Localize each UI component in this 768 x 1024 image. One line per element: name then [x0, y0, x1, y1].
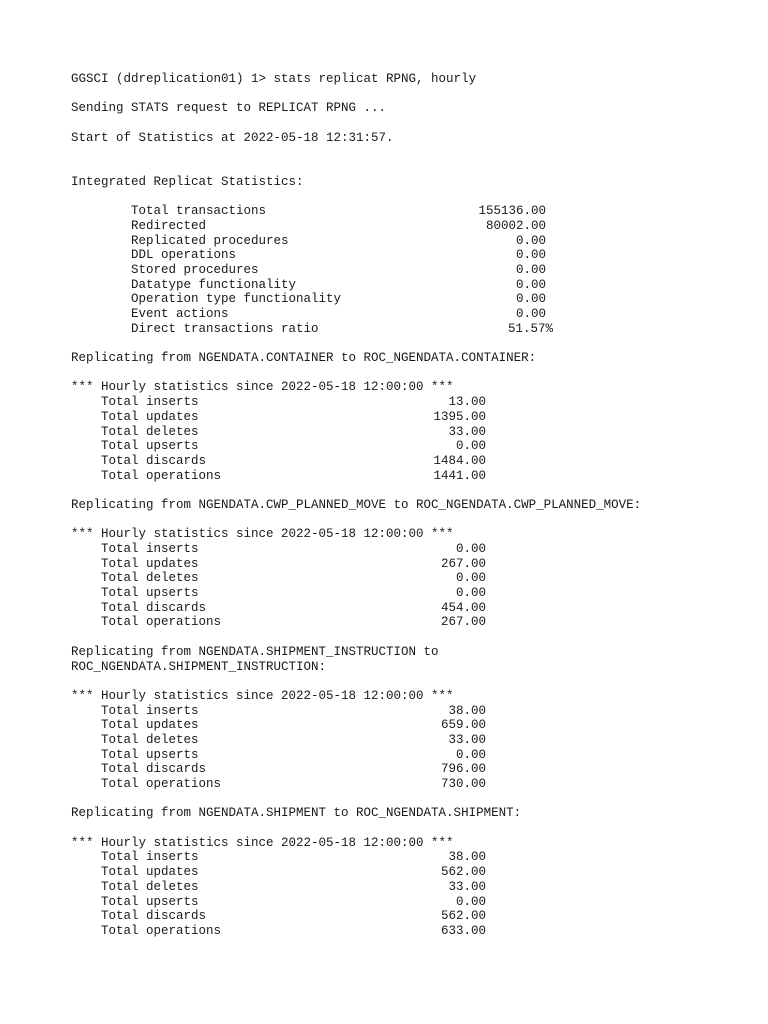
stat-row — [71, 425, 751, 440]
stat-label: Datatype functionality — [131, 277, 297, 292]
stat-row — [71, 469, 751, 484]
stat-value: 0.00 — [455, 571, 486, 586]
table-stats-block — [71, 645, 751, 807]
table-replication-header: Replicating from NGENDATA.CONTAINER to ROC_NGENDATA.CONTAINER: — [71, 351, 537, 366]
stat-value: 0.00 — [455, 439, 486, 454]
stat-value: 51.57% — [507, 321, 553, 336]
terminal-output — [71, 72, 751, 939]
stat-row — [71, 219, 751, 234]
stat-label: Total operations — [101, 923, 222, 938]
stat-label: Total upserts — [101, 894, 199, 909]
stat-row — [71, 248, 751, 263]
stat-row — [71, 748, 751, 763]
stat-value: 33.00 — [448, 879, 486, 894]
hourly-since-line: *** Hourly statistics since 2022-05-18 12:00:00 *** — [71, 835, 454, 850]
stat-label: Total deletes — [101, 571, 199, 586]
stat-value: 33.00 — [448, 732, 486, 747]
stat-row — [71, 395, 751, 410]
stat-value: 0.00 — [455, 542, 486, 557]
stat-row — [71, 704, 751, 719]
stat-value: 562.00 — [440, 865, 486, 880]
stat-value: 0.00 — [515, 262, 546, 277]
hourly-since-line: *** Hourly statistics since 2022-05-18 12:00:00 *** — [71, 527, 454, 542]
stat-row — [71, 410, 751, 425]
stat-value: 267.00 — [440, 615, 486, 630]
stat-row — [71, 718, 751, 733]
stat-row — [71, 322, 751, 337]
stat-label: Total updates — [101, 865, 199, 880]
stat-value: 155136.00 — [478, 204, 546, 219]
stat-label: Total operations — [101, 615, 222, 630]
stat-value: 38.00 — [448, 850, 486, 865]
sending-request-line: Sending STATS request to REPLICAT RPNG ... — [71, 101, 387, 116]
stat-row — [71, 601, 751, 616]
stat-row — [71, 307, 751, 322]
stat-label: Total discards — [101, 600, 207, 615]
stat-value: 0.00 — [515, 233, 546, 248]
stat-row — [71, 924, 751, 939]
stat-label: Total updates — [101, 718, 199, 733]
statistics-start-line: Start of Statistics at 2022-05-18 12:31:57. — [71, 130, 394, 145]
stat-row — [71, 777, 751, 792]
stat-value: 38.00 — [448, 703, 486, 718]
stat-value: 0.00 — [455, 894, 486, 909]
stat-label: Total deletes — [101, 879, 199, 894]
stat-value: 562.00 — [440, 909, 486, 924]
stat-label: Total discards — [101, 909, 207, 924]
integrated-stats-table — [71, 204, 751, 336]
stat-label: Redirected — [131, 218, 207, 233]
stat-row — [71, 895, 751, 910]
stat-label: Total inserts — [101, 850, 199, 865]
stat-label: Total deletes — [101, 732, 199, 747]
stat-row — [71, 586, 751, 601]
command-prompt-line: GGSCI (ddreplication01) 1> stats replicat RPNG, hourly — [71, 72, 477, 86]
stat-value: 0.00 — [515, 277, 546, 292]
stat-value: 0.00 — [515, 248, 546, 263]
stat-label: Total deletes — [101, 424, 199, 439]
stat-label: Total transactions — [131, 204, 267, 219]
stat-row — [71, 733, 751, 748]
stat-row — [71, 615, 751, 630]
stat-value: 1484.00 — [433, 453, 486, 468]
stat-label: Direct transactions ratio — [131, 321, 319, 336]
stat-label: Total discards — [101, 453, 207, 468]
stat-label: Total operations — [101, 777, 222, 792]
stat-value: 633.00 — [440, 923, 486, 938]
table-stats-block — [71, 806, 751, 938]
stat-row — [71, 880, 751, 895]
stat-row — [71, 762, 751, 777]
table-stats-block — [71, 498, 751, 645]
stat-value: 0.00 — [515, 307, 546, 322]
stat-row — [71, 571, 751, 586]
stat-label: Total upserts — [101, 586, 199, 601]
stat-value: 1395.00 — [433, 409, 486, 424]
stat-row — [71, 909, 751, 924]
stat-value: 267.00 — [440, 556, 486, 571]
stat-row — [71, 278, 751, 293]
table-replication-header: Replicating from NGENDATA.CWP_PLANNED_MOVE to ROC_NGENDATA.CWP_PLANNED_MOVE: — [71, 497, 642, 512]
stat-label: Total operations — [101, 468, 222, 483]
table-replication-header-cont: ROC_NGENDATA.SHIPMENT_INSTRUCTION: — [71, 659, 327, 674]
stat-row — [71, 439, 751, 454]
stat-row — [71, 292, 751, 307]
stat-value: 0.00 — [515, 292, 546, 307]
integrated-stats-header: Integrated Replicat Statistics: — [71, 174, 304, 189]
replication-tables — [71, 351, 751, 939]
stat-row — [71, 542, 751, 557]
stat-value: 80002.00 — [485, 218, 546, 233]
stat-label: Total updates — [101, 556, 199, 571]
stat-value: 454.00 — [440, 600, 486, 615]
stat-value: 0.00 — [455, 747, 486, 762]
stat-value: 33.00 — [448, 424, 486, 439]
hourly-since-line: *** Hourly statistics since 2022-05-18 12:00:00 *** — [71, 688, 454, 703]
stat-value: 796.00 — [440, 762, 486, 777]
stat-value: 13.00 — [448, 395, 486, 410]
table-replication-header: Replicating from NGENDATA.SHIPMENT to ROC_NGENDATA.SHIPMENT: — [71, 806, 522, 821]
stat-row — [71, 557, 751, 572]
stat-value: 659.00 — [440, 718, 486, 733]
stat-value: 0.00 — [455, 586, 486, 601]
stat-label: Stored procedures — [131, 262, 259, 277]
stat-label: Replicated procedures — [131, 233, 289, 248]
stat-label: Total upserts — [101, 747, 199, 762]
stat-value: 730.00 — [440, 777, 486, 792]
stat-row — [71, 850, 751, 865]
stat-value: 1441.00 — [433, 468, 486, 483]
stat-row — [71, 204, 751, 219]
stat-row — [71, 234, 751, 249]
stat-label: DDL operations — [131, 248, 237, 263]
stat-label: Total inserts — [101, 703, 199, 718]
hourly-since-line: *** Hourly statistics since 2022-05-18 12:00:00 *** — [71, 380, 454, 395]
table-replication-header: Replicating from NGENDATA.SHIPMENT_INSTRUCTION to — [71, 644, 439, 659]
stat-label: Operation type functionality — [131, 292, 342, 307]
stat-row — [71, 263, 751, 278]
stat-label: Total updates — [101, 409, 199, 424]
stat-label: Total discards — [101, 762, 207, 777]
stat-label: Total upserts — [101, 439, 199, 454]
stat-label: Event actions — [131, 307, 229, 322]
stat-label: Total inserts — [101, 542, 199, 557]
stat-row — [71, 865, 751, 880]
table-stats-block — [71, 351, 751, 498]
stat-row — [71, 454, 751, 469]
stat-label: Total inserts — [101, 395, 199, 410]
